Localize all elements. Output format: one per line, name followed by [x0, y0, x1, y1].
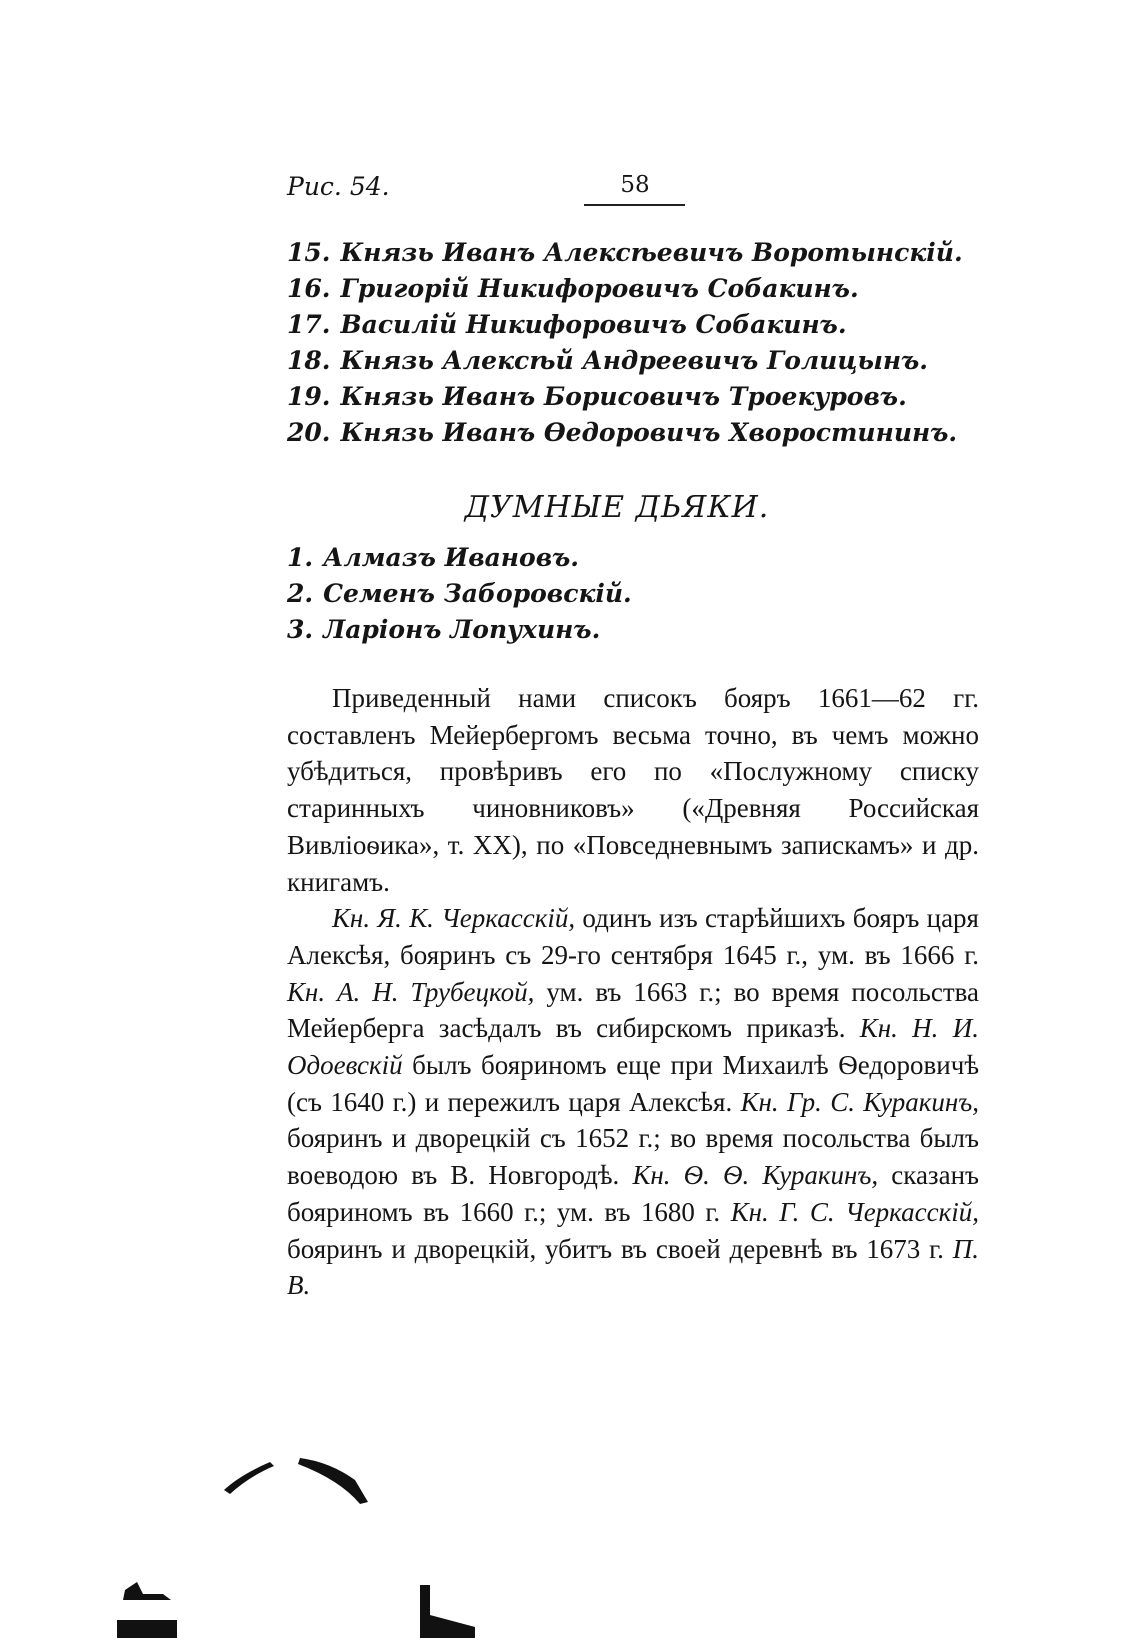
item-name: Ларіонъ Лопухинъ. — [323, 615, 601, 644]
name-reference: Кн. Ѳ. Ѳ. Куракинъ, — [632, 1160, 879, 1191]
item-number: 18. — [287, 346, 331, 375]
list-item — [287, 576, 632, 612]
item-number: 15. — [287, 238, 331, 267]
item-name: Семенъ Заборовскій. — [323, 579, 632, 608]
text-run: ум. въ 1663 г.; во время посольства Мейерберга засѣдалъ въ сибирскомъ приказѣ. — [287, 976, 980, 1044]
scan-artifact-corner — [420, 1585, 480, 1638]
item-name: Князь Иванъ Ѳедоровичъ Хворостининъ. — [340, 418, 958, 447]
item-number: 1. — [287, 543, 314, 572]
name-reference: Кн. Гр. С. Куракинъ, — [740, 1086, 979, 1117]
boyars-list — [287, 235, 963, 451]
paragraph: Приведенный нами списокъ бояръ 1661—62 гг. составленъ Мейербергомъ весьма точно, въ чемъ можно убѣдиться, провѣривъ его по «Послужному списку старинныхъ чиновниковъ» («Древняя Российская Вивліоѳика», т. XX), по «Повседневнымъ запискамъ» и др. книгамъ. — [287, 683, 979, 897]
item-name: Алмазъ Ивановъ. — [323, 543, 580, 572]
text-run: бояринъ и дворецкій съ 1652 г.; во время посольства былъ воеводою въ В. Новгородѣ. — [287, 1123, 979, 1191]
item-number: 17. — [287, 310, 331, 339]
list-item — [287, 271, 963, 307]
page-number: 58 — [620, 172, 650, 198]
list-item — [287, 343, 963, 379]
name-reference: П. В. — [287, 1233, 979, 1301]
dyaki-list — [287, 540, 632, 648]
name-reference: Кн. Н. И. Одоевскій — [287, 1013, 979, 1081]
list-item — [287, 612, 632, 648]
item-number: 20. — [287, 418, 331, 447]
item-name: Григорій Никифоровичъ Собакинъ. — [340, 274, 859, 303]
list-item — [287, 235, 963, 271]
item-name: Князь Иванъ Борисовичъ Троекуровъ. — [340, 382, 907, 411]
text-run: одинъ изъ старѣйшихъ бояръ царя Алексѣя, бояринъ съ 29-го сентября 1645 г., ум. въ 1666 г. — [287, 903, 979, 970]
item-number: 19. — [287, 382, 331, 411]
figure-label: Рис. 54. — [287, 172, 390, 201]
scan-artifact-arc — [220, 1440, 380, 1510]
list-item — [287, 540, 632, 576]
item-name: Князь Алексѣй Андреевичъ Голицынъ. — [340, 346, 928, 375]
name-reference: Кн. А. Н. Трубецкой, — [287, 976, 535, 1007]
list-item — [287, 379, 963, 415]
list-item — [287, 307, 963, 343]
body-text — [287, 680, 979, 1304]
item-name: Василій Никифоровичъ Собакинъ. — [340, 310, 847, 339]
page-number-rule — [584, 204, 685, 206]
name-reference: Кн. Я. К. Черкасскій, — [332, 903, 576, 934]
item-number: 2. — [287, 579, 314, 608]
text-run: былъ бояриномъ еще при Михаилѣ Ѳедоровичѣ (съ 1640 г.) и пережилъ царя Алексѣя. — [287, 1050, 979, 1117]
text-run: бояринъ и дворецкій, убитъ въ своей деревнѣ въ 1673 г. — [287, 1233, 953, 1264]
item-number: 3. — [287, 615, 314, 644]
text-run: сказанъ бояриномъ въ 1660 г.; ум. въ 1680 г. — [287, 1160, 979, 1227]
name-reference: Кн. Г. С. Черкасскій, — [730, 1196, 979, 1227]
paragraph — [287, 900, 979, 1304]
list-item — [287, 415, 963, 451]
section-heading: ДУМНЫЕ ДЬЯКИ. — [464, 490, 770, 525]
scan-artifact-blot — [115, 1560, 185, 1638]
item-name: Князь Иванъ Алексѣевичъ Воротынскій. — [340, 238, 963, 267]
item-number: 16. — [287, 274, 331, 303]
